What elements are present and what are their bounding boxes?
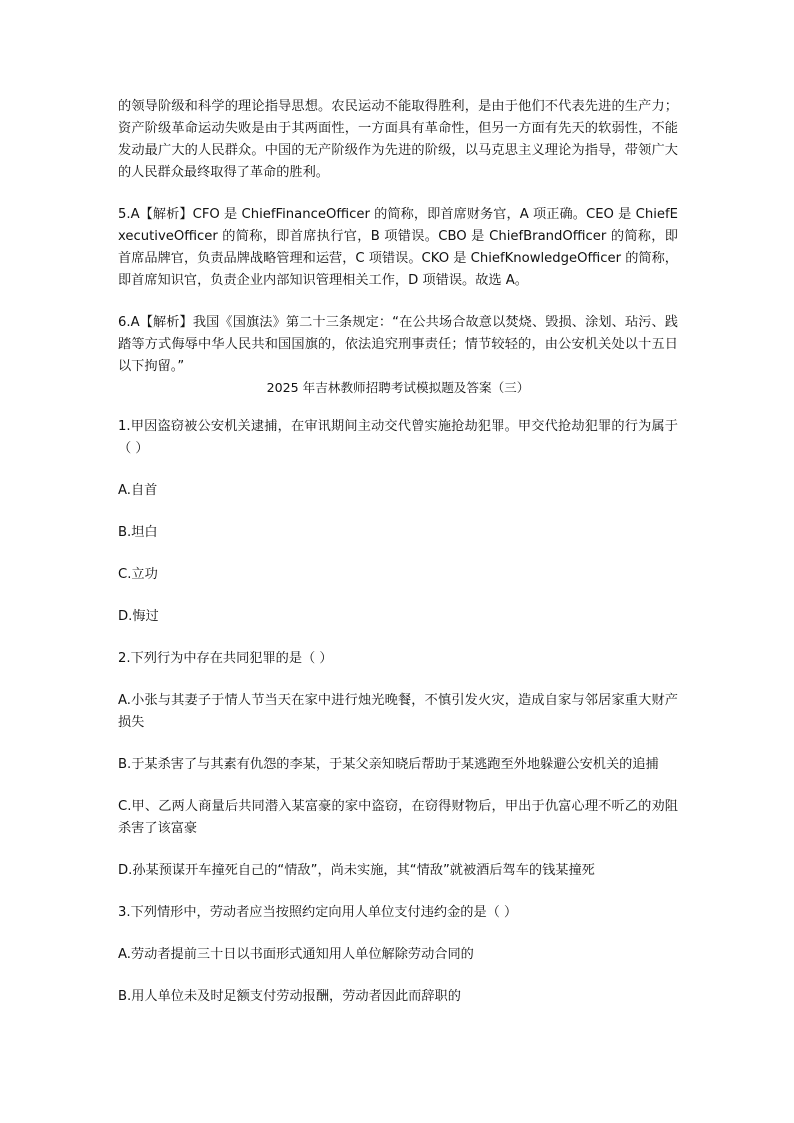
question-1-stem: 1.甲因盗窃被公安机关逮捕，在审讯期间主动交代曾实施抢劫犯罪。甲交代抢劫犯罪的行为属于（ ） — [118, 419, 678, 456]
question-2-stem: 2.下列行为中存在共同犯罪的是（ ） — [118, 651, 333, 666]
question-1-option-d: D.悔过 — [118, 609, 159, 624]
question-1-option-a: A.自首 — [118, 483, 158, 498]
question-3-option-a: A.劳动者提前三十日以书面形式通知用人单位解除劳动合同的 — [118, 947, 474, 962]
question-3-stem: 3.下列情形中，劳动者应当按照约定向用人单位支付违约金的是（ ） — [118, 905, 518, 920]
question-1-option-b: B.坦白 — [118, 525, 158, 540]
question-2-option-d: D.孙某预谋开车撞死自己的“情敌”，尚未实施，其“情敌”就被酒后驾车的钱某撞死 — [118, 863, 595, 878]
answer-5-explanation: 5.A【解析】CFO 是 ChiefFinanceOfficer 的简称，即首席财务官，A 项正确。CEO 是 ChiefExecutiveOfficer 的简称，即首席执行官，B 项错误。CBO 是 ChiefBrandOfficer 的简称，即首席品牌官，负责品牌战略管理和运营，C 项错误。CKO 是 ChiefKnowledgeOfficer 的简称，即首席知识官，负责企业内部知识管理相关工作，D 项错误。故选 A。 — [118, 207, 678, 288]
question-2-option-a: A.小张与其妻子于情人节当天在家中进行烛光晚餐，不慎引发火灾，造成自家与邻居家重大财产损失 — [118, 693, 678, 730]
question-3-option-b: B.用人单位未及时足额支付劳动报酬，劳动者因此而辞职的 — [118, 989, 461, 1004]
question-2-option-b: B.于某杀害了与其素有仇怨的李某，于某父亲知晓后帮助于某逃跑至外地躲避公安机关的追捕 — [118, 757, 659, 772]
answer-6-explanation: 6.A【解析】我国《国旗法》第二十三条规定：“在公共场合故意以焚烧、毁损、涂划、玷污、践踏等方式侮辱中华人民共和国国旗的，依法追究刑事责任；情节较轻的，由公安机关处以十五日以下拘留。” — [118, 315, 678, 374]
document-page — [118, 96, 678, 1008]
section-title: 2025 年吉林教师招聘考试模拟题及答案（三） — [266, 380, 530, 395]
question-1-option-c: C.立功 — [118, 567, 158, 582]
intro-paragraph: 的领导阶级和科学的理论指导思想。农民运动不能取得胜利，是由于他们不代表先进的生产力；资产阶级革命运动失败是由于其两面性，一方面具有革命性，但另一方面有先天的软弱性，不能发动最广大的人民群众。中国的无产阶级作为先进的阶级，以马克思主义理论为指导，带领广大的人民群众最终取得了革命的胜利。 — [118, 99, 678, 180]
question-2-option-c: C.甲、乙两人商量后共同潜入某富豪的家中盗窃，在窃得财物后，甲出于仇富心理不听乙的劝阻杀害了该富豪 — [118, 799, 678, 836]
